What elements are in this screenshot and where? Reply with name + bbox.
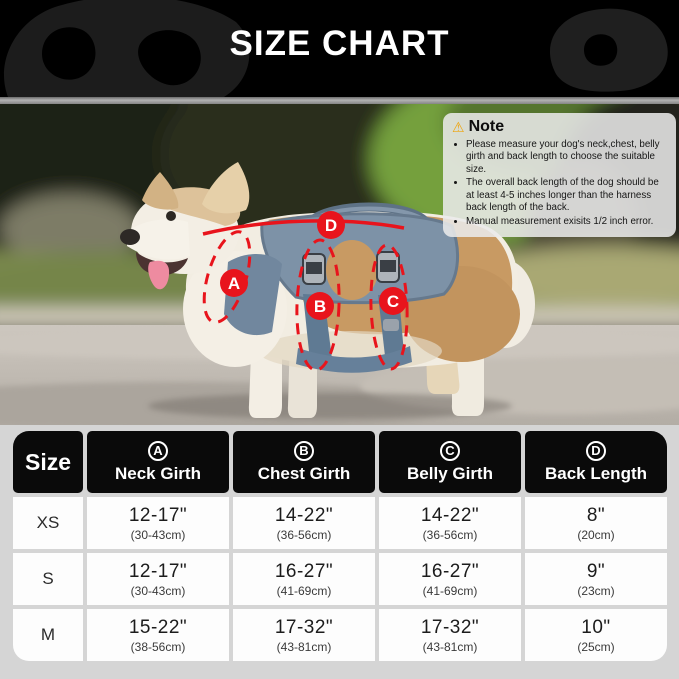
note-box xyxy=(443,113,676,237)
marker-badge-c xyxy=(379,287,407,315)
col-label: Chest Girth xyxy=(257,463,351,483)
table-cell: 14-22" (36-56cm) xyxy=(233,497,375,549)
circled-letter-c: C xyxy=(440,441,460,461)
col-header-back-length xyxy=(525,431,667,493)
table-cell: 14-22" (36-56cm) xyxy=(379,497,521,549)
dog-photo xyxy=(0,104,679,425)
banner xyxy=(0,0,679,97)
note-title: Note xyxy=(468,118,505,135)
col-label: Neck Girth xyxy=(115,463,201,483)
col-header-chest-girth xyxy=(233,431,375,493)
marker-badge-d xyxy=(317,211,345,239)
col-header-size xyxy=(13,431,83,493)
note-item: • Please measure your dog's neck,chest, belly girth and back length to choose the suitable size. xyxy=(466,139,667,176)
size-cell-xs: XS xyxy=(13,497,83,549)
dog-eye xyxy=(166,211,176,221)
marker-letter-d: D xyxy=(324,216,338,235)
marker-letter-b: B xyxy=(313,297,327,316)
table-cell: 9" (23cm) xyxy=(525,553,667,605)
table-cell: 8" (20cm) xyxy=(525,497,667,549)
warning-icon: ⚠ xyxy=(452,119,465,135)
col-header-belly-girth xyxy=(379,431,521,493)
circled-letter-b: B xyxy=(294,441,314,461)
table-cell: 12-17" (30-43cm) xyxy=(87,553,229,605)
size-table xyxy=(13,431,667,661)
col-label: Belly Girth xyxy=(407,463,493,483)
table-cell: 12-17" (30-43cm) xyxy=(87,497,229,549)
note-list xyxy=(452,139,667,228)
circled-letter-d: D xyxy=(586,441,606,461)
dog-nose xyxy=(120,229,140,245)
table-cell: 16-27" (41-69cm) xyxy=(379,553,521,605)
table-cell: 15-22" (38-56cm) xyxy=(87,609,229,661)
note-header xyxy=(452,118,667,136)
note-item: • Manual measurement exisits 1/2 inch error. xyxy=(466,216,667,228)
size-cell-s: S xyxy=(13,553,83,605)
banner-divider xyxy=(0,97,679,104)
table-cell: 10" (25cm) xyxy=(525,609,667,661)
col-label: Back Length xyxy=(544,463,648,483)
table-cell: 17-32" (43-81cm) xyxy=(233,609,375,661)
circled-letter-a: A xyxy=(148,441,168,461)
page-title: SIZE CHART xyxy=(229,24,450,63)
note-item: • The overall back length of the dog should be at least 4-5 inches longer than the harness back length of the back. xyxy=(466,177,667,214)
marker-letter-c: C xyxy=(386,292,400,311)
col-header-neck-girth xyxy=(87,431,229,493)
table-cell: 17-32" (43-81cm) xyxy=(379,609,521,661)
size-header-label: Size xyxy=(24,448,72,475)
marker-badge-b xyxy=(306,292,334,320)
marker-badge-a xyxy=(220,269,248,297)
size-cell-m: M xyxy=(13,609,83,661)
table-cell: 16-27" (41-69cm) xyxy=(233,553,375,605)
marker-letter-a: A xyxy=(227,274,241,293)
